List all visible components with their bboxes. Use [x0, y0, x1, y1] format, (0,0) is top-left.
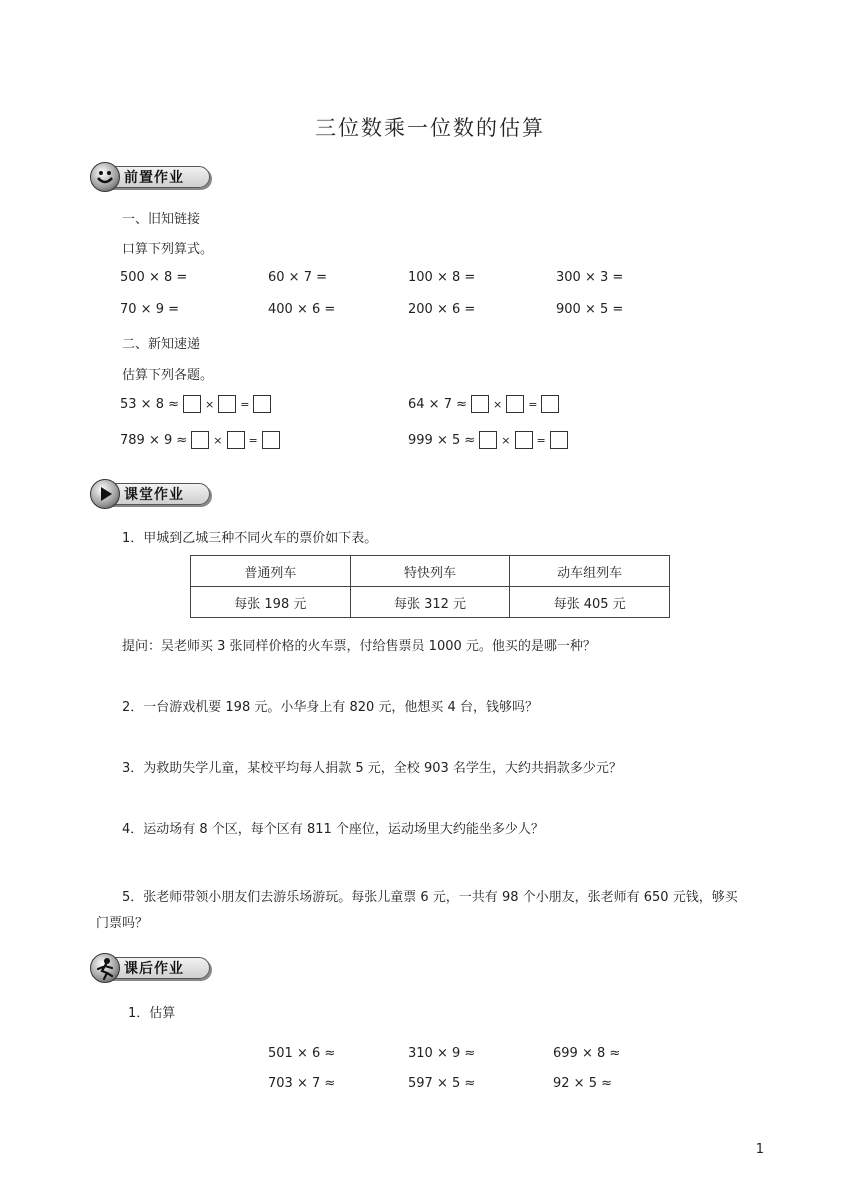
table-cell: 每张 405 元: [510, 587, 670, 618]
homework-item: 699 × 8 ≈: [553, 1046, 621, 1061]
smile-icon: [90, 162, 120, 192]
classwork-q5-line2: 门票吗？: [96, 916, 149, 931]
part2-heading: 二、新知速递: [122, 337, 201, 352]
section-banner-class: [90, 477, 210, 509]
estimate-expression: 999 × 5 ≈: [408, 432, 476, 448]
homework-item: 703 × 7 ≈: [268, 1076, 336, 1091]
estimate-expression: 789 × 9 ≈: [120, 432, 188, 448]
estimate-item: [408, 431, 568, 449]
oral-calc-item: 70 × 9 =: [120, 302, 179, 317]
answer-box[interactable]: [253, 395, 271, 413]
oral-calc-item: 60 × 7 =: [268, 270, 327, 285]
answer-box[interactable]: [479, 431, 497, 449]
oral-calc-item: 400 × 6 =: [268, 302, 336, 317]
classwork-q4: 4．运动场有 8 个区，每个区有 811 个座位，运动场里大约能坐多少人？: [122, 822, 544, 837]
estimate-item: [120, 431, 280, 449]
page-number: 1: [755, 1142, 764, 1157]
answer-box[interactable]: [506, 395, 524, 413]
answer-box[interactable]: [515, 431, 533, 449]
table-row: [191, 556, 670, 587]
oral-calc-item: 100 × 8 =: [408, 270, 476, 285]
answer-box[interactable]: [218, 395, 236, 413]
answer-box[interactable]: [227, 431, 245, 449]
homework-q1: 1．估算: [128, 1006, 176, 1021]
homework-item: 597 × 5 ≈: [408, 1076, 476, 1091]
estimate-expression: 53 × 8 ≈: [120, 396, 179, 412]
equals-sign: =: [248, 433, 258, 447]
table-header-cell: 特快列车: [350, 556, 510, 587]
section-banner-pre: [90, 160, 210, 192]
table-row: [191, 587, 670, 618]
oral-calc-item: 200 × 6 =: [408, 302, 476, 317]
times-sign: ×: [493, 397, 503, 411]
estimate-item: [120, 395, 271, 413]
homework-item: 501 × 6 ≈: [268, 1046, 336, 1061]
table-cell: 每张 198 元: [191, 587, 351, 618]
times-sign: ×: [213, 433, 223, 447]
estimate-item: [408, 395, 559, 413]
times-sign: ×: [205, 397, 215, 411]
section-label: 前置作业: [124, 170, 184, 186]
answer-box[interactable]: [550, 431, 568, 449]
section-label: 课堂作业: [124, 487, 184, 503]
part1-instruction: 口算下列算式。: [122, 242, 214, 257]
answer-box[interactable]: [541, 395, 559, 413]
classwork-q3: 3．为救助失学儿童，某校平均每人捐款 5 元，全校 903 名学生，大约共捐款多少元？: [122, 761, 622, 776]
answer-box[interactable]: [262, 431, 280, 449]
estimate-expression: 64 × 7 ≈: [408, 396, 467, 412]
table-header-cell: 动车组列车: [510, 556, 670, 587]
table-cell: 每张 312 元: [350, 587, 510, 618]
homework-item: 92 × 5 ≈: [553, 1076, 612, 1091]
answer-box[interactable]: [471, 395, 489, 413]
play-icon: [90, 479, 120, 509]
answer-box[interactable]: [183, 395, 201, 413]
equals-sign: =: [528, 397, 538, 411]
equals-sign: =: [240, 397, 250, 411]
runner-icon: [90, 953, 120, 983]
classwork-q1-prompt: 提问：吴老师买 3 张同样价格的火车票，付给售票员 1000 元。他买的是哪一种？: [122, 639, 596, 654]
table-header-cell: 普通列车: [191, 556, 351, 587]
oral-calc-item: 300 × 3 =: [556, 270, 624, 285]
times-sign: ×: [501, 433, 511, 447]
classwork-q5-line1: 5．张老师带领小朋友们去游乐场游玩。每张儿童票 6 元，一共有 98 个小朋友，张老师有 650 元钱，够买: [122, 890, 738, 905]
classwork-q1: 1．甲城到乙城三种不同火车的票价如下表。: [122, 531, 378, 546]
part1-heading: 一、旧知链接: [122, 212, 201, 227]
classwork-q2: 2．一台游戏机要 198 元。小华身上有 820 元，他想买 4 台，钱够吗？: [122, 700, 538, 715]
part2-instruction: 估算下列各题。: [122, 368, 214, 383]
equals-sign: =: [536, 433, 546, 447]
answer-box[interactable]: [191, 431, 209, 449]
page-title: 三位数乘一位数的估算: [315, 116, 545, 140]
homework-item: 310 × 9 ≈: [408, 1046, 476, 1061]
section-banner-after: [90, 951, 210, 983]
section-label: 课后作业: [124, 961, 184, 977]
oral-calc-item: 900 × 5 =: [556, 302, 624, 317]
oral-calc-item: 500 × 8 =: [120, 270, 188, 285]
fare-table: [190, 555, 670, 618]
